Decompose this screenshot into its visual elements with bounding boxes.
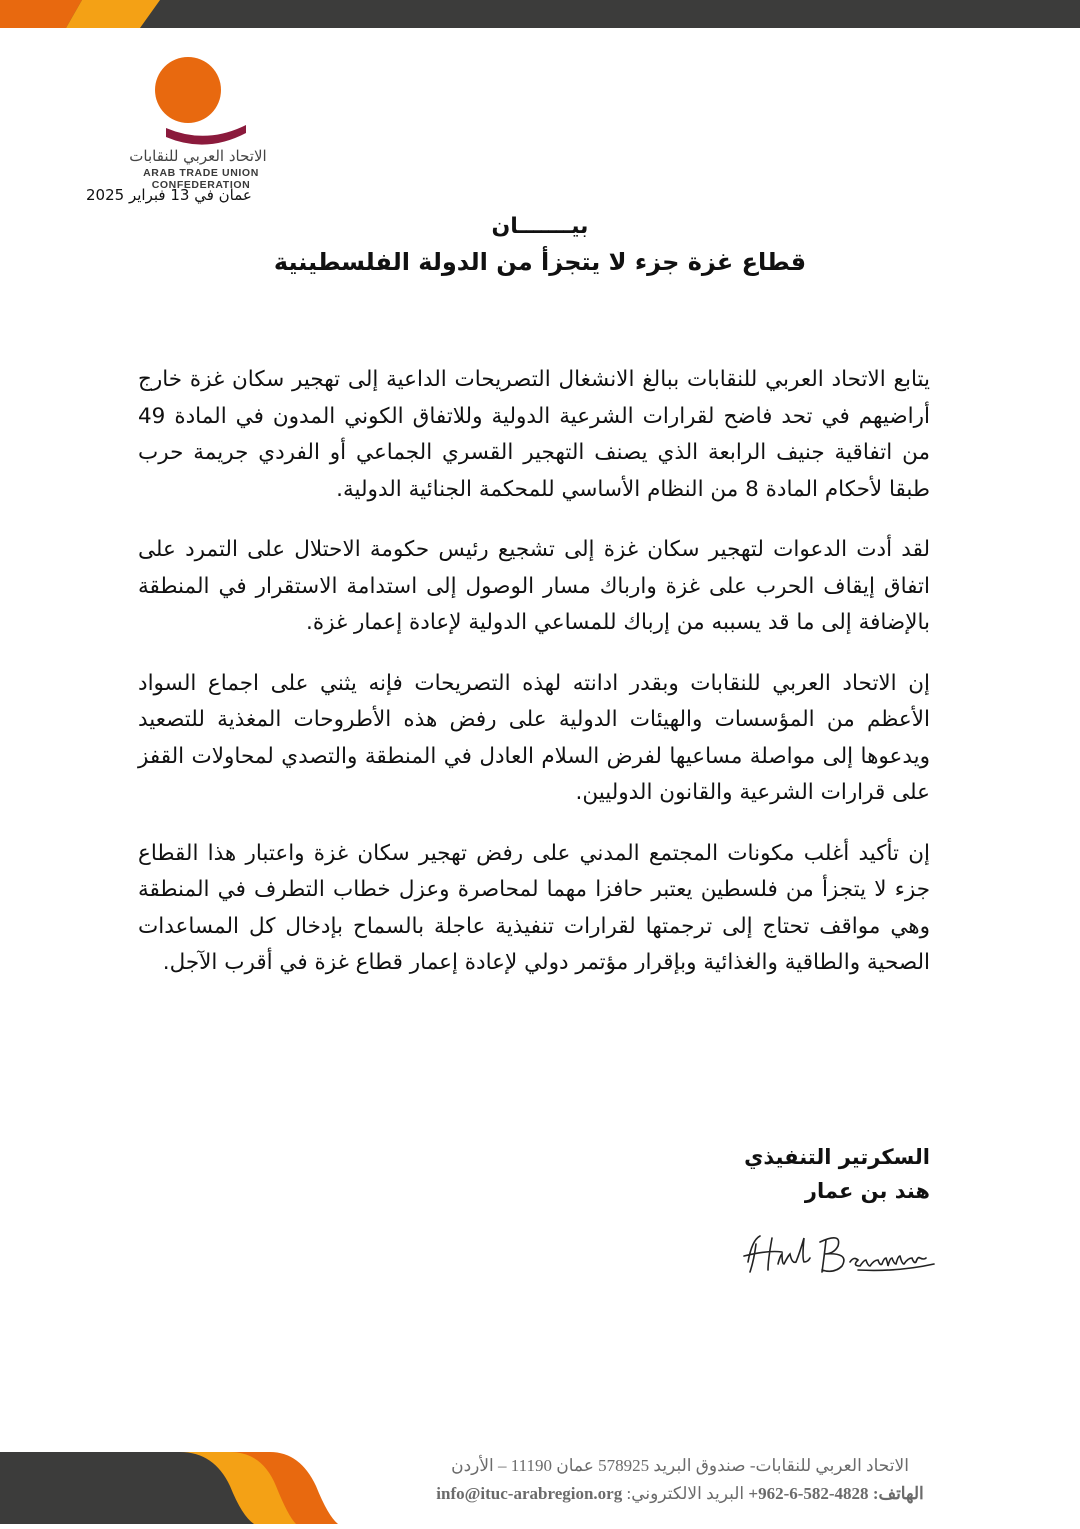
- footer-decorative-wave: [0, 1446, 340, 1529]
- body-paragraph: يتابع الاتحاد العربي للنقابات ببالغ الانشغال التصريحات الداعية إلى تهجير سكان غزة خارج أراضيهم في تحد فاضح لقرارات الشرعية الدولية وللاتفاق الكوني المدون في المادة 49 من اتفاقية جنيف الرابعة الذي يصنف التهجير القسري الجماعي أو الفردي جريمة حرب طبقا لأحكام المادة 8 من النظام الأساسي للمحكمة الجنائية الدولية.: [138, 367, 930, 502]
- footer-contact: [380, 1452, 980, 1508]
- handwritten-signature: [738, 1230, 938, 1278]
- footer-contact-line: [380, 1480, 980, 1508]
- top-decorative-bar: [0, 0, 1080, 28]
- statement-headline: قطاع غزة جزء لا يتجزأ من الدولة الفلسطينية: [273, 248, 807, 276]
- footer-email[interactable]: info@ituc-arabregion.org: [436, 1484, 623, 1503]
- logo-arabic-name: الاتحاد العربي للنقابات: [129, 147, 267, 165]
- signatory-name: هند بن عمار: [804, 1179, 930, 1203]
- footer-email-label: البريد الالكتروني:: [626, 1484, 745, 1503]
- body-paragraph: إن تأكيد أغلب مكونات المجتمع المدني على رفض تهجير سكان غزة واعتبار هذا القطاع جزء لا يتجزأ من فلسطين يعتبر حافزا مهما لمحاصرة وعزل خطاب التطرف في المنطقة وهي مواقف تحتاج إلى ترجمتها لقرارات تنفيذية عاجلة بالسماح بإدخال كل المساعدات الصحية والطاقية والغذائية وبإقرار مؤتمر دولي لإعادة إعمار قطاع غزة في أقرب الآجل.: [138, 840, 930, 975]
- signatory-role: السكرتير التنفيذي: [744, 1145, 930, 1169]
- document-date: عمان في 13 فبراير 2025: [86, 186, 252, 204]
- logo-english-name: ARAB TRADE UNION CONFEDERATION: [143, 167, 259, 191]
- footer-phone: +962-6-582-4828: [748, 1484, 869, 1503]
- footer-phone-label: الهاتف:: [872, 1484, 924, 1503]
- body-paragraph: لقد أدت الدعوات لتهجير سكان غزة إلى تشجيع رئيس حكومة الاحتلال على التمرد على اتفاق إيقاف الحرب على غزة وارباك مسار الوصول إلى استدامة الاستقرار في المنطقة بالإضافة إلى ما قد يسببه من إرباك للمساعي الدولية لإعادة إعمار غزة.: [138, 537, 930, 635]
- signature-block: [744, 1140, 930, 1208]
- statement-body: [138, 362, 930, 1006]
- footer-address: الاتحاد العربي للنقابات- صندوق البريد 578925 عمان 11190 – الأردن: [451, 1456, 909, 1475]
- statement-label: بيـــــــان: [491, 214, 589, 239]
- organization-logo: [90, 55, 310, 185]
- body-paragraph: إن الاتحاد العربي للنقابات وبقدر ادانته لهذه التصريحات فإنه يثني على اجماع السواد الأعظم من المؤسسات والهيئات الدولية على رفض هذه الأطروحات المغذية للتصعيد ويدعوها إلى مواصلة مساعيها لفرض السلام العادل في المنطقة والتصدي لمحاولات القفز على قرارات الشرعية والقانون الدوليين.: [138, 670, 930, 805]
- atuc-logo-sun-icon: [90, 55, 310, 150]
